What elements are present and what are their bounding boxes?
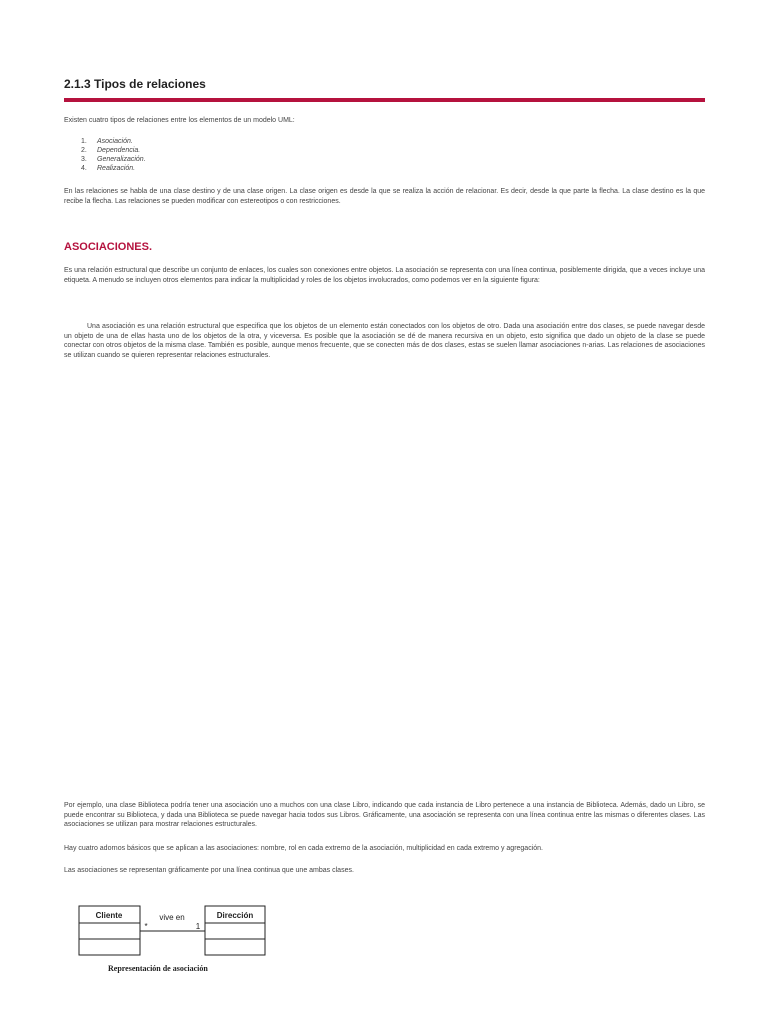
list-item-label: Generalización. [97, 156, 146, 163]
relation-types-list [64, 137, 146, 173]
list-item [64, 155, 146, 164]
list-item-label: Dependencia. [97, 147, 141, 154]
left-multiplicity: * [144, 922, 148, 931]
association-diagram [78, 904, 278, 964]
list-item-label: Asociación. [97, 138, 133, 145]
list-item [64, 164, 146, 173]
list-item-number: 3. [81, 156, 87, 163]
section-title: 2.1.3 Tipos de relaciones [64, 77, 206, 91]
list-item-number: 4. [81, 165, 87, 172]
right-multiplicity: 1 [195, 922, 201, 931]
assoc-paragraph-2: Una asociación es una relación estructural que especifica que los objetos de un elemento están conectados con los objetos de otro. Dada una asociación entre dos clases, se puede navegar desde un objeto de una de ellas hasta uno de los objetos de la otra, y viceversa. Es posible que la asociación se dé de manera recursiva en un objeto, esto significa que dado un objeto de la clase se puede conectar con otros objetos de la misma clase. También es posible, aunque menos frecuente, que se conecten más de dos clases, estas se suelen llamar asociaciones n-arias. Las relaciones de asociaciones se utilizan cuando se quieren representar relaciones estructurales. [64, 323, 705, 359]
association-figure [78, 904, 278, 979]
list-item-label: Realización. [97, 165, 136, 172]
left-class-name: Cliente [95, 911, 123, 920]
figure-caption: Representación de asociación [108, 964, 208, 973]
association-name: vive en [159, 913, 185, 922]
list-item-number: 1. [81, 138, 87, 145]
list-item [64, 137, 146, 146]
relations-paragraph: En las relaciones se habla de una clase destino y de una clase origen. La clase origen es desde la que se realiza la acción de relacionar. Es decir, desde la que parte la flecha. La clase destino es la que recibe la flecha. Las relaciones se pueden modificar con estereotipos o con restricciones. [64, 188, 705, 205]
graphic-paragraph: Las asociaciones se representan gráficamente por una línea continua que une ambas clases. [64, 867, 354, 874]
adornments-paragraph: Hay cuatro adornos básicos que se aplican a las asociaciones: nombre, rol en cada extremo de la asociación, multiplicidad en cada extremo y agregación. [64, 845, 543, 852]
list-item-number: 2. [81, 147, 87, 154]
intro-paragraph: Existen cuatro tipos de relaciones entre los elementos de un modelo UML: [64, 117, 295, 124]
list-item [64, 146, 146, 155]
title-rule [64, 98, 705, 102]
associations-heading: ASOCIACIONES. [64, 241, 153, 253]
assoc-paragraph-1: Es una relación estructural que describe un conjunto de enlaces, los cuales son conexiones entre objetos. La asociación se representa con una línea continua, posiblemente dirigida, que a veces incluye una etiqueta. A menudo se incluyen otros elementos para indicar la multiplicidad y roles de los objetos involucrados, como podemos ver en la siguiente figura: [64, 267, 705, 284]
example-paragraph: Por ejemplo, una clase Biblioteca podría tener una asociación uno a muchos con una clase Libro, indicando que cada instancia de Libro pertenece a una instancia de Biblioteca. Además, dado un Libro, se puede encontrar su Biblioteca, y dada una Biblioteca se puede navegar hacia todos sus Libros. Gráficamente, una asociación se representa con una línea continua entre las mismas o diferentes clases. Las asociaciones se utilizan para mostrar relaciones estructurales. [64, 802, 705, 828]
right-class-name: Dirección [216, 911, 254, 920]
